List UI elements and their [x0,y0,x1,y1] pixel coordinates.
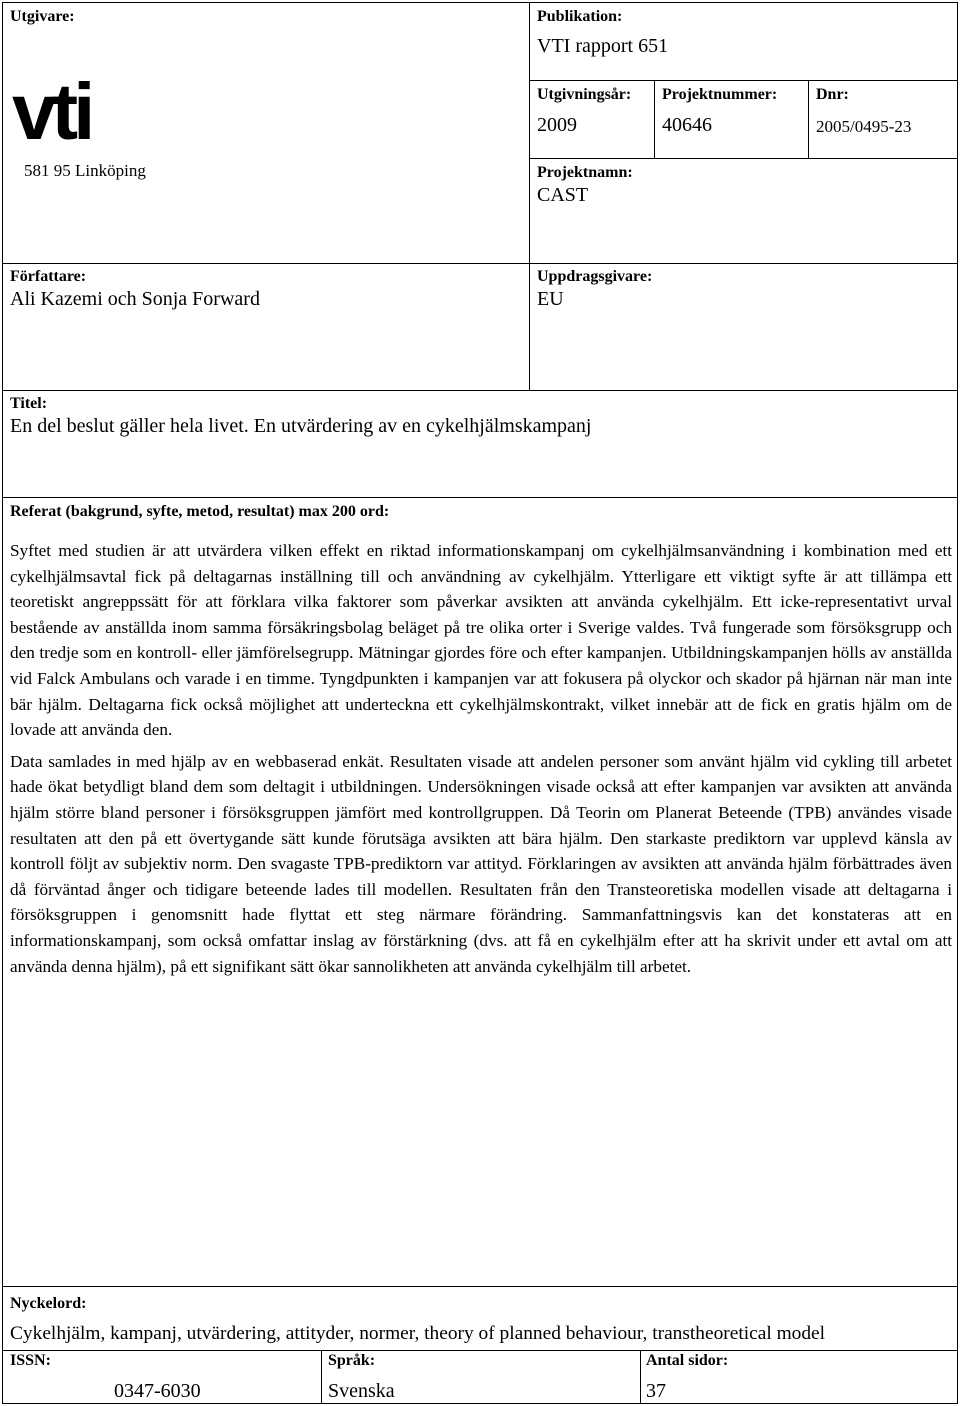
project-number-value: 40646 [662,114,712,136]
language-label: Språk: [328,1352,376,1369]
authors-label: Författare: [10,268,87,285]
client-value: EU [537,288,564,310]
abstract-label: Referat (bakgrund, syfte, metod, resultat) max 200 ord: [10,503,390,520]
abstract-paragraph-1: Syftet med studien är att utvärdera vilken effekt en riktad informationskampanj om cykelhjälmsanvändning i kombination med ett cykelhjälmsavtal fick på deltagarnas inställning till och användning av cykelhjälm. Ytterligare ett viktigt syfte är att tillämpa ett teoretiskt angreppssätt för att förklara vilka faktorer som påverkar avsikten att använda cykelhjälm. Ett icke-representativt urval bestående av anställda inom samma försäkringsbolag beläget på tre olika orter i Sverige valdes. Två fungerade som försöksgrupp och den tredje som en kontroll- eller jämförelsegrupp. Mätningar gjordes före och efter kampanjen. Utbildningskampanjen hölls av anställda vid Falck Ambulans och varade i en timme. Tyngdpunkten i kampanjen var att fokusera på olyckor och skador på hjärnan när man inte bär hjälm. Deltagarna fick också möjlighet att underteckna ett cykelhjälmskontrakt, vilket innebär att de fick en gratis hjälm om de lovade att använda den. [10,541,952,740]
abstract-paragraph-2: Data samlades in med hjälp av en webbaserad enkät. Resultaten visade att andelen personer som använt hjälm vid cykling till arbetet hade ökat betydligt bland dem som deltagit i utbildningen. Undersökningen visade också att efter kampanjen var avsikten att använda hjälm större bland personer i försöksgruppen jämfört med kontrollgruppen. Då Teorin om Planerat Beteende (TPB) användes visade resultaten att den på ett övertygande sätt kunde förutsäga avsikten att bära hjälm. Den starkaste prediktorn var upplevd känsla av kontroll följt av subjektiv norm. Den svagaste TPB-prediktorn var attityd. Förklaringen av avsikten att använda hjälm förbättrades även då förväntad ånger och tidigare beteende lades till modellen. Resultaten från den Transteoretiska modellen visade att deltagarna i försöksgruppen i genomsnitt hade flyttat ett steg närmare förändring. Sammanfattningsvis kan det konstateras att en informationskampanj, som också omfattar inslag av förstärkning (dvs. att få en cykelhjälm efter att ha skrivit under ett avtal om att använda denna hjälm), på ett signifikant sätt ökar sannolikheten att använda cykelhjälm till arbetet. [10,751,952,976]
issn-label: ISSN: [10,1352,51,1369]
project-name-label: Projektnamn: [537,164,633,181]
title-cell [2,390,958,498]
pages-value: 37 [646,1380,666,1402]
publisher-label: Utgivare: [10,8,75,25]
dnr-label: Dnr: [816,86,849,103]
vti-logo-text: vti [12,67,91,156]
language-value: Svenska [328,1380,395,1402]
title-label: Titel: [10,395,48,412]
keywords-value: Cykelhjälm, kampanj, utvärdering, attityder, normer, theory of planned behaviour, transtheoretical model [10,1323,826,1344]
publication-value: VTI rapport 651 [537,35,669,57]
publication-label: Publikation: [537,8,623,25]
publisher-address: 581 95 Linköping [24,161,146,180]
year-value: 2009 [537,114,577,136]
client-label: Uppdragsgivare: [537,268,653,285]
authors-value: Ali Kazemi och Sonja Forward [10,288,260,310]
keywords-label: Nyckelord: [10,1295,87,1312]
pages-label: Antal sidor: [646,1352,729,1369]
abstract-body [10,538,952,985]
project-number-label: Projektnummer: [662,86,778,103]
title-value: En del beslut gäller hela livet. En utvärdering av en cykelhjälmskampanj [10,415,592,437]
dnr-value: 2005/0495-23 [816,117,912,136]
project-name-value: CAST [537,184,589,206]
issn-value: 0347-6030 [114,1380,201,1402]
vti-logo [12,67,91,156]
year-label: Utgivningsår: [537,86,632,103]
